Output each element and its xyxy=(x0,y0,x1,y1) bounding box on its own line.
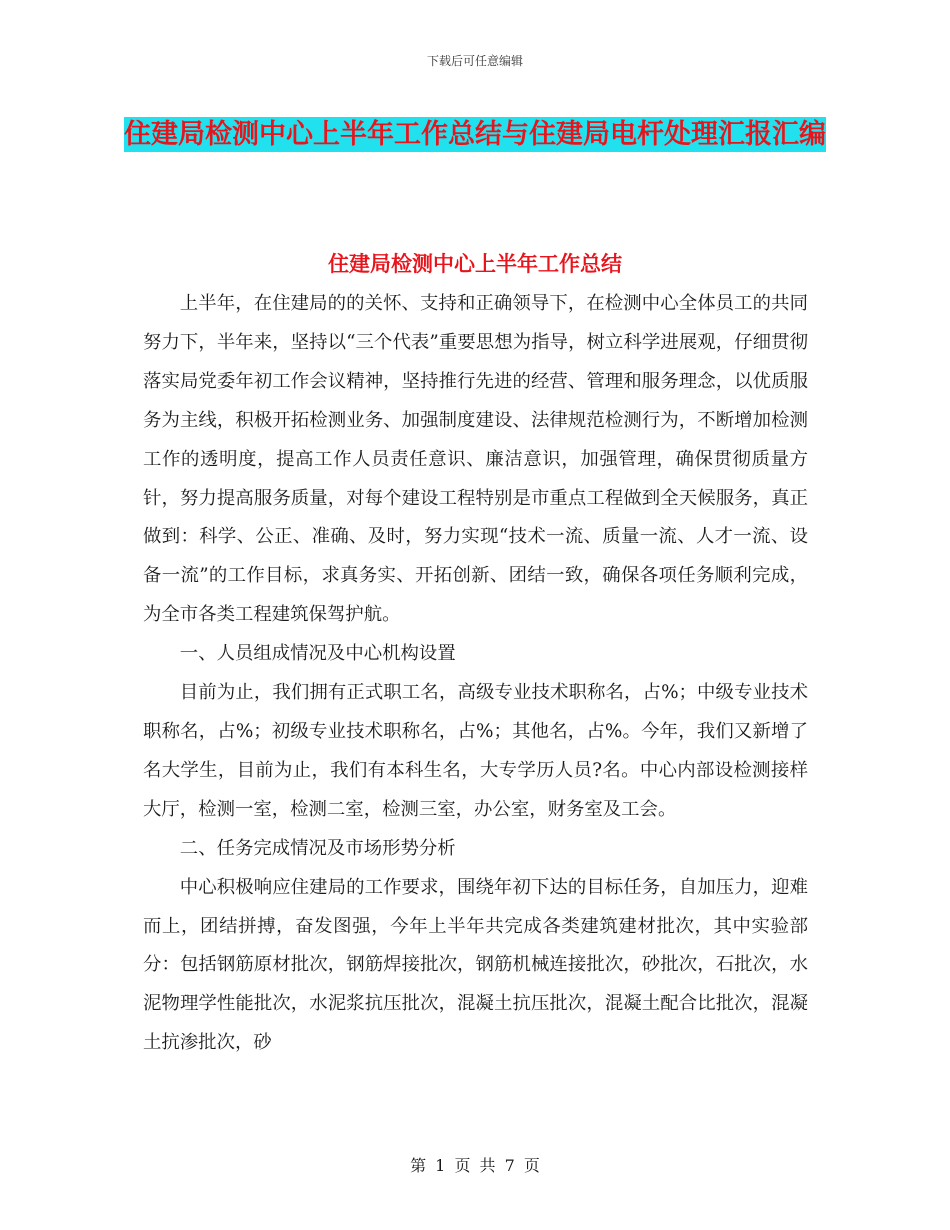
document-title xyxy=(120,110,830,163)
document-body xyxy=(143,285,808,1063)
paragraph-personnel: 目前为止，我们拥有正式职工名，高级专业技术职称名，占%；中级专业技术职称名，占%；初级专业技术职称名，占%；其他名，占%。今年，我们又新增了名大学生，目前为止，我们有本科生名，大专学历人员?名。中心内部设检测接样大厅，检测一室，检测二室，检测三室，办公室，财务室及工会。 xyxy=(143,682,808,820)
paragraph-tasks: 中心积极响应住建局的工作要求，围绕年初下达的目标任务，自加压力，迎难而上，团结拼搏，奋发图强，今年上半年共完成各类建筑建材批次，其中实验部分：包括钢筋原材批次，钢筋焊接批次，钢筋机械连接批次，砂批次，石批次，水泥物理学性能批次，水泥浆抗压批次，混凝土抗压批次，混凝土配合比批次，混凝土抗渗批次，砂 xyxy=(143,876,808,1054)
page-footer: 第 1 页 共 7 页 xyxy=(410,1156,540,1175)
section-title: 住建局检测中心上半年工作总结 xyxy=(328,252,622,276)
document-title-text: 住建局检测中心上半年工作总结与住建局电杆处理汇报汇编 xyxy=(124,119,826,150)
paragraph-intro: 上半年，在住建局的的关怀、支持和正确领导下，在检测中心全体员工的共同努力下，半年来，坚持以“三个代表”重要思想为指导，树立科学进展观，仔细贯彻落实局党委年初工作会议精神，坚持推行先进的经营、管理和服务理念，以优质服务为主线，积极开拓检测业务、加强制度建设、法律规范检测行为，不断增加检测工作的透明度，提高工作人员责任意识、廉洁意识，加强管理，确保贯彻质量方针，努力提高服务质量，对每个建设工程特别是市重点工程做到全天候服务，真正做到：科学、公正、准确、及时，努力实现“技术一流、质量一流、人才一流、设备一流”的工作目标，求真务实、开拓创新、团结一致，确保各项任务顺利完成，为全市各类工程建筑保驾护航。 xyxy=(143,293,808,626)
heading-tasks: 二、任务完成情况及市场形势分析 xyxy=(179,837,456,859)
header-note: 下载后可任意编辑 xyxy=(426,54,523,68)
heading-personnel: 一、人员组成情况及中心机构设置 xyxy=(179,643,456,665)
